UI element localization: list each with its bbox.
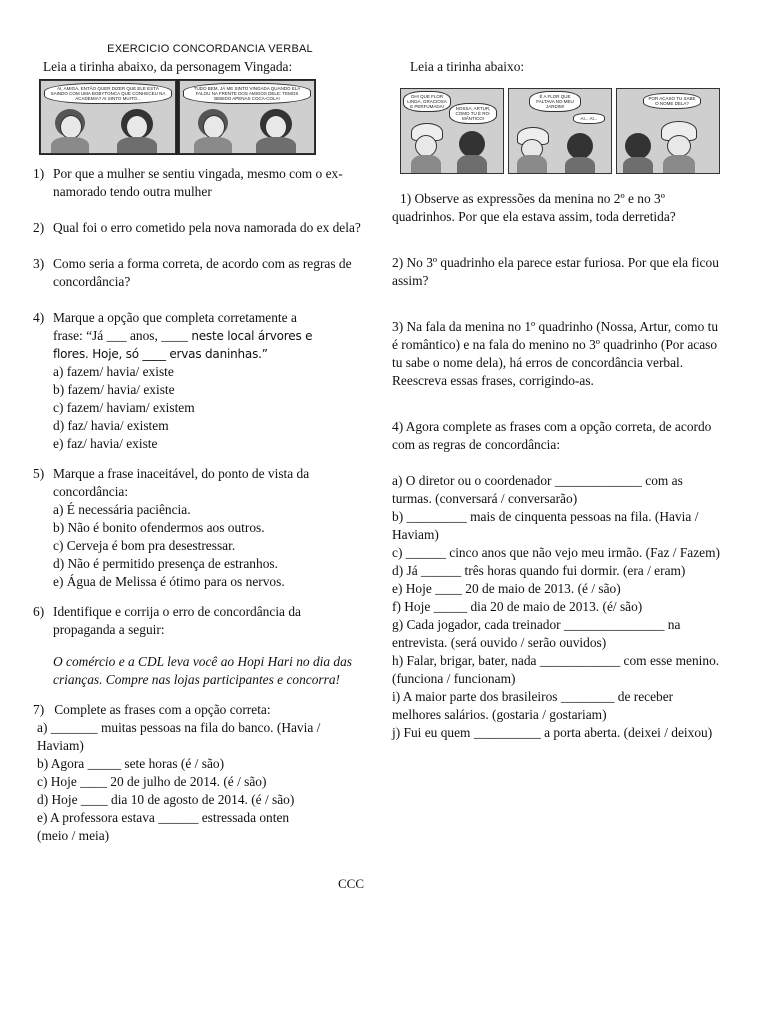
question-number: 4): [33, 310, 45, 325]
speech-bubble: POR ACASO TU SABE O NOME DELA?: [643, 93, 701, 109]
vingada-comic-strip: [39, 79, 316, 155]
girl-hair-image: [459, 131, 485, 157]
question-number: 5): [33, 466, 45, 481]
question-1: 1) Observe as expressões da menina no 2º e no 3º quadrinhos. Por que ela estava assim, toda derretida?: [392, 191, 676, 224]
advertisement-text: O comércio e a CDL leva você ao Hopi Hari no dia das crianças. Compre nas lojas participantes e concorra!: [53, 654, 353, 687]
item-h: h) Falar, brigar, bater, nada ____________ com esse menino. (funciona / funcionam): [392, 653, 720, 686]
option: e) faz/ havia/ existe: [53, 436, 158, 451]
boy-body-image: [411, 155, 441, 174]
comic-panel-1: [40, 80, 176, 154]
option: d) Não é permitido presença de estranhos.: [53, 556, 278, 571]
boy-body-image: [663, 155, 695, 174]
speech-bubble: AI... AI...: [573, 113, 605, 124]
left-intro: Leia a tirinha abaixo, da personagem Vingada:: [43, 59, 293, 74]
question-3: 3) Na fala da menina no 1º quadrinho (Nossa, Artur, como tu é romântico) e na fala do menino no 3º quadrinho (Por acaso tu sabe o nome dela), há erros de concordância verbal. Reescreva essas frases, corrigindo-as.: [392, 319, 719, 388]
right-intro: Leia a tirinha abaixo:: [410, 59, 525, 74]
boy-face-image: [415, 135, 437, 157]
item-j: j) Fui eu quem __________ a porta aberta. (deixei / deixou): [392, 725, 713, 740]
friend-face-image: [265, 115, 287, 139]
item-b: b) _________ mais de cinquenta pessoas na fila. (Havia / Haviam): [392, 509, 699, 542]
speech-bubble: NOSSA, ARTUR, COMO TU É RO-MÂNTICO!: [449, 103, 497, 124]
question-text: Complete as frases com a opção correta:: [54, 702, 271, 717]
item-i: i) A maior parte dos brasileiros ________ de receber melhores salários. (gostaria / gostariam): [392, 689, 674, 722]
question-text-handwritten: neste local árvores e: [191, 329, 313, 343]
speech-bubble: OH! QUE FLOR LINDA, GRACIOSA E PERFUMADA!: [403, 91, 451, 112]
speech-bubble: TUDO BEM, JÁ ME SINTO VINGADA QUANDO ELA FALOU NA FRENTE DOS AMIGOS DELE: TEMOS BEBIDO APENAS COCA-COLA!: [183, 83, 311, 104]
handwritten-note: CCC: [338, 876, 365, 891]
woman-face-image: [60, 115, 82, 139]
item-g: g) Cada jogador, cada treinador _______________ na entrevista. (será ouvido / serão ouvidos): [392, 617, 681, 650]
option: b) fazem/ havia/ existe: [53, 382, 175, 397]
option: d) faz/ havia/ existem: [53, 418, 169, 433]
question-number: 2): [33, 220, 45, 235]
question-text: Por que a mulher se sentiu vingada, mesmo com o ex-namorado tendo outra mulher: [53, 166, 343, 199]
question-text: frase: “Já ___ anos, ____: [53, 328, 192, 343]
boy-face-image: [667, 135, 691, 157]
comic-panel-2: [508, 88, 612, 174]
option: a) _______ muitas pessoas na fila do banco. (Havia / Haviam): [37, 720, 321, 753]
left-column: [33, 58, 363, 845]
woman-body-image: [51, 137, 89, 154]
question-1: [33, 165, 363, 201]
item-d: d) Já ______ três horas quando fui dormir. (era / eram): [392, 563, 686, 578]
item-a: a) O diretor ou o coordenador _____________ com as turmas. (conversará / conversarão): [392, 473, 683, 506]
completion-items: [392, 472, 722, 742]
friend-body-image: [256, 137, 296, 154]
comic-panel-1: [400, 88, 504, 174]
question-2: 2) No 3º quadrinho ela parece estar furiosa. Por que ela ficou assim?: [392, 255, 719, 288]
question-number: 6): [33, 604, 45, 619]
comic-panel-3: [616, 88, 720, 174]
option: b) Não é bonito ofendermos aos outros.: [53, 520, 265, 535]
question-number: 7): [33, 702, 45, 717]
artur-comic-strip: [400, 88, 720, 174]
option: c) Hoje ____ 20 de julho de 2014. (é / são): [37, 774, 267, 789]
question-6: [33, 603, 363, 689]
speech-bubble: AI, AMIGA, ENTÃO QUER DIZER QUE ELE ESTÁ SAINDO COM UMA BOBYTONCA QUE CONHECEU NA ACADEMIA? AI SINTO MUITO...: [44, 83, 172, 104]
friend-body-image: [117, 137, 157, 154]
option: d) Hoje ____ dia 10 de agosto de 2014. (é / são): [37, 792, 295, 807]
document-title: EXERCICIO CONCORDANCIA VERBAL: [107, 43, 313, 55]
girl-body-image: [565, 157, 595, 174]
option: c) Cerveja é bom pra desestressar.: [53, 538, 236, 553]
question-2: [33, 219, 363, 237]
question-3: [33, 255, 363, 291]
question-4: 4) Agora complete as frases com a opção correta, de acordo com as regras de concordância:: [392, 419, 712, 452]
question-7: [33, 701, 363, 845]
item-f: f) Hoje _____ dia 20 de maio de 2013. (é/ são): [392, 599, 643, 614]
girl-hair-image: [625, 133, 651, 159]
option: a) É necessária paciência.: [53, 502, 191, 517]
boy-body-image: [517, 155, 547, 174]
option: c) fazem/ haviam/ existem: [53, 400, 195, 415]
speech-bubble: É A FLOR QUE FALTAVA NO MEU JARDIM!: [529, 91, 581, 112]
woman-body-image: [194, 137, 232, 154]
right-column: [392, 58, 722, 742]
question-number: 3): [33, 256, 45, 271]
item-e: e) Hoje ____ 20 de maio de 2013. (é / são): [392, 581, 621, 596]
woman-face-image: [203, 115, 225, 139]
girl-body-image: [457, 155, 487, 174]
friend-face-image: [126, 115, 148, 139]
item-c: c) ______ cinco anos que não vejo meu irmão. (Faz / Fazem): [392, 545, 720, 560]
question-5: [33, 465, 363, 591]
option: (meio / meia): [37, 828, 110, 843]
question-4: [33, 309, 363, 453]
option: a) fazem/ havia/ existe: [53, 364, 174, 379]
girl-body-image: [623, 157, 653, 174]
question-number: 1): [33, 166, 45, 181]
option: e) A professora estava ______ estressada onten: [37, 810, 290, 825]
question-text-handwritten: flores. Hoje, só ____ ervas daninhas.”: [53, 347, 268, 361]
option: e) Água de Melissa é ótimo para os nervos.: [53, 574, 285, 589]
option: b) Agora _____ sete horas (é / são): [37, 756, 225, 771]
question-text: Como seria a forma correta, de acordo com as regras de concordância?: [53, 256, 352, 289]
girl-hair-image: [567, 133, 593, 159]
question-text: Marque a opção que completa corretamente a: [53, 310, 297, 325]
question-text: Qual foi o erro cometido pela nova namorada do ex dela?: [53, 220, 361, 235]
comic-panel-2: [179, 80, 315, 154]
question-text: Marque a frase inaceitável, do ponto de vista da concordância:: [53, 466, 310, 499]
question-text: Identifique e corrija o erro de concordância da propaganda a seguir:: [53, 604, 301, 637]
